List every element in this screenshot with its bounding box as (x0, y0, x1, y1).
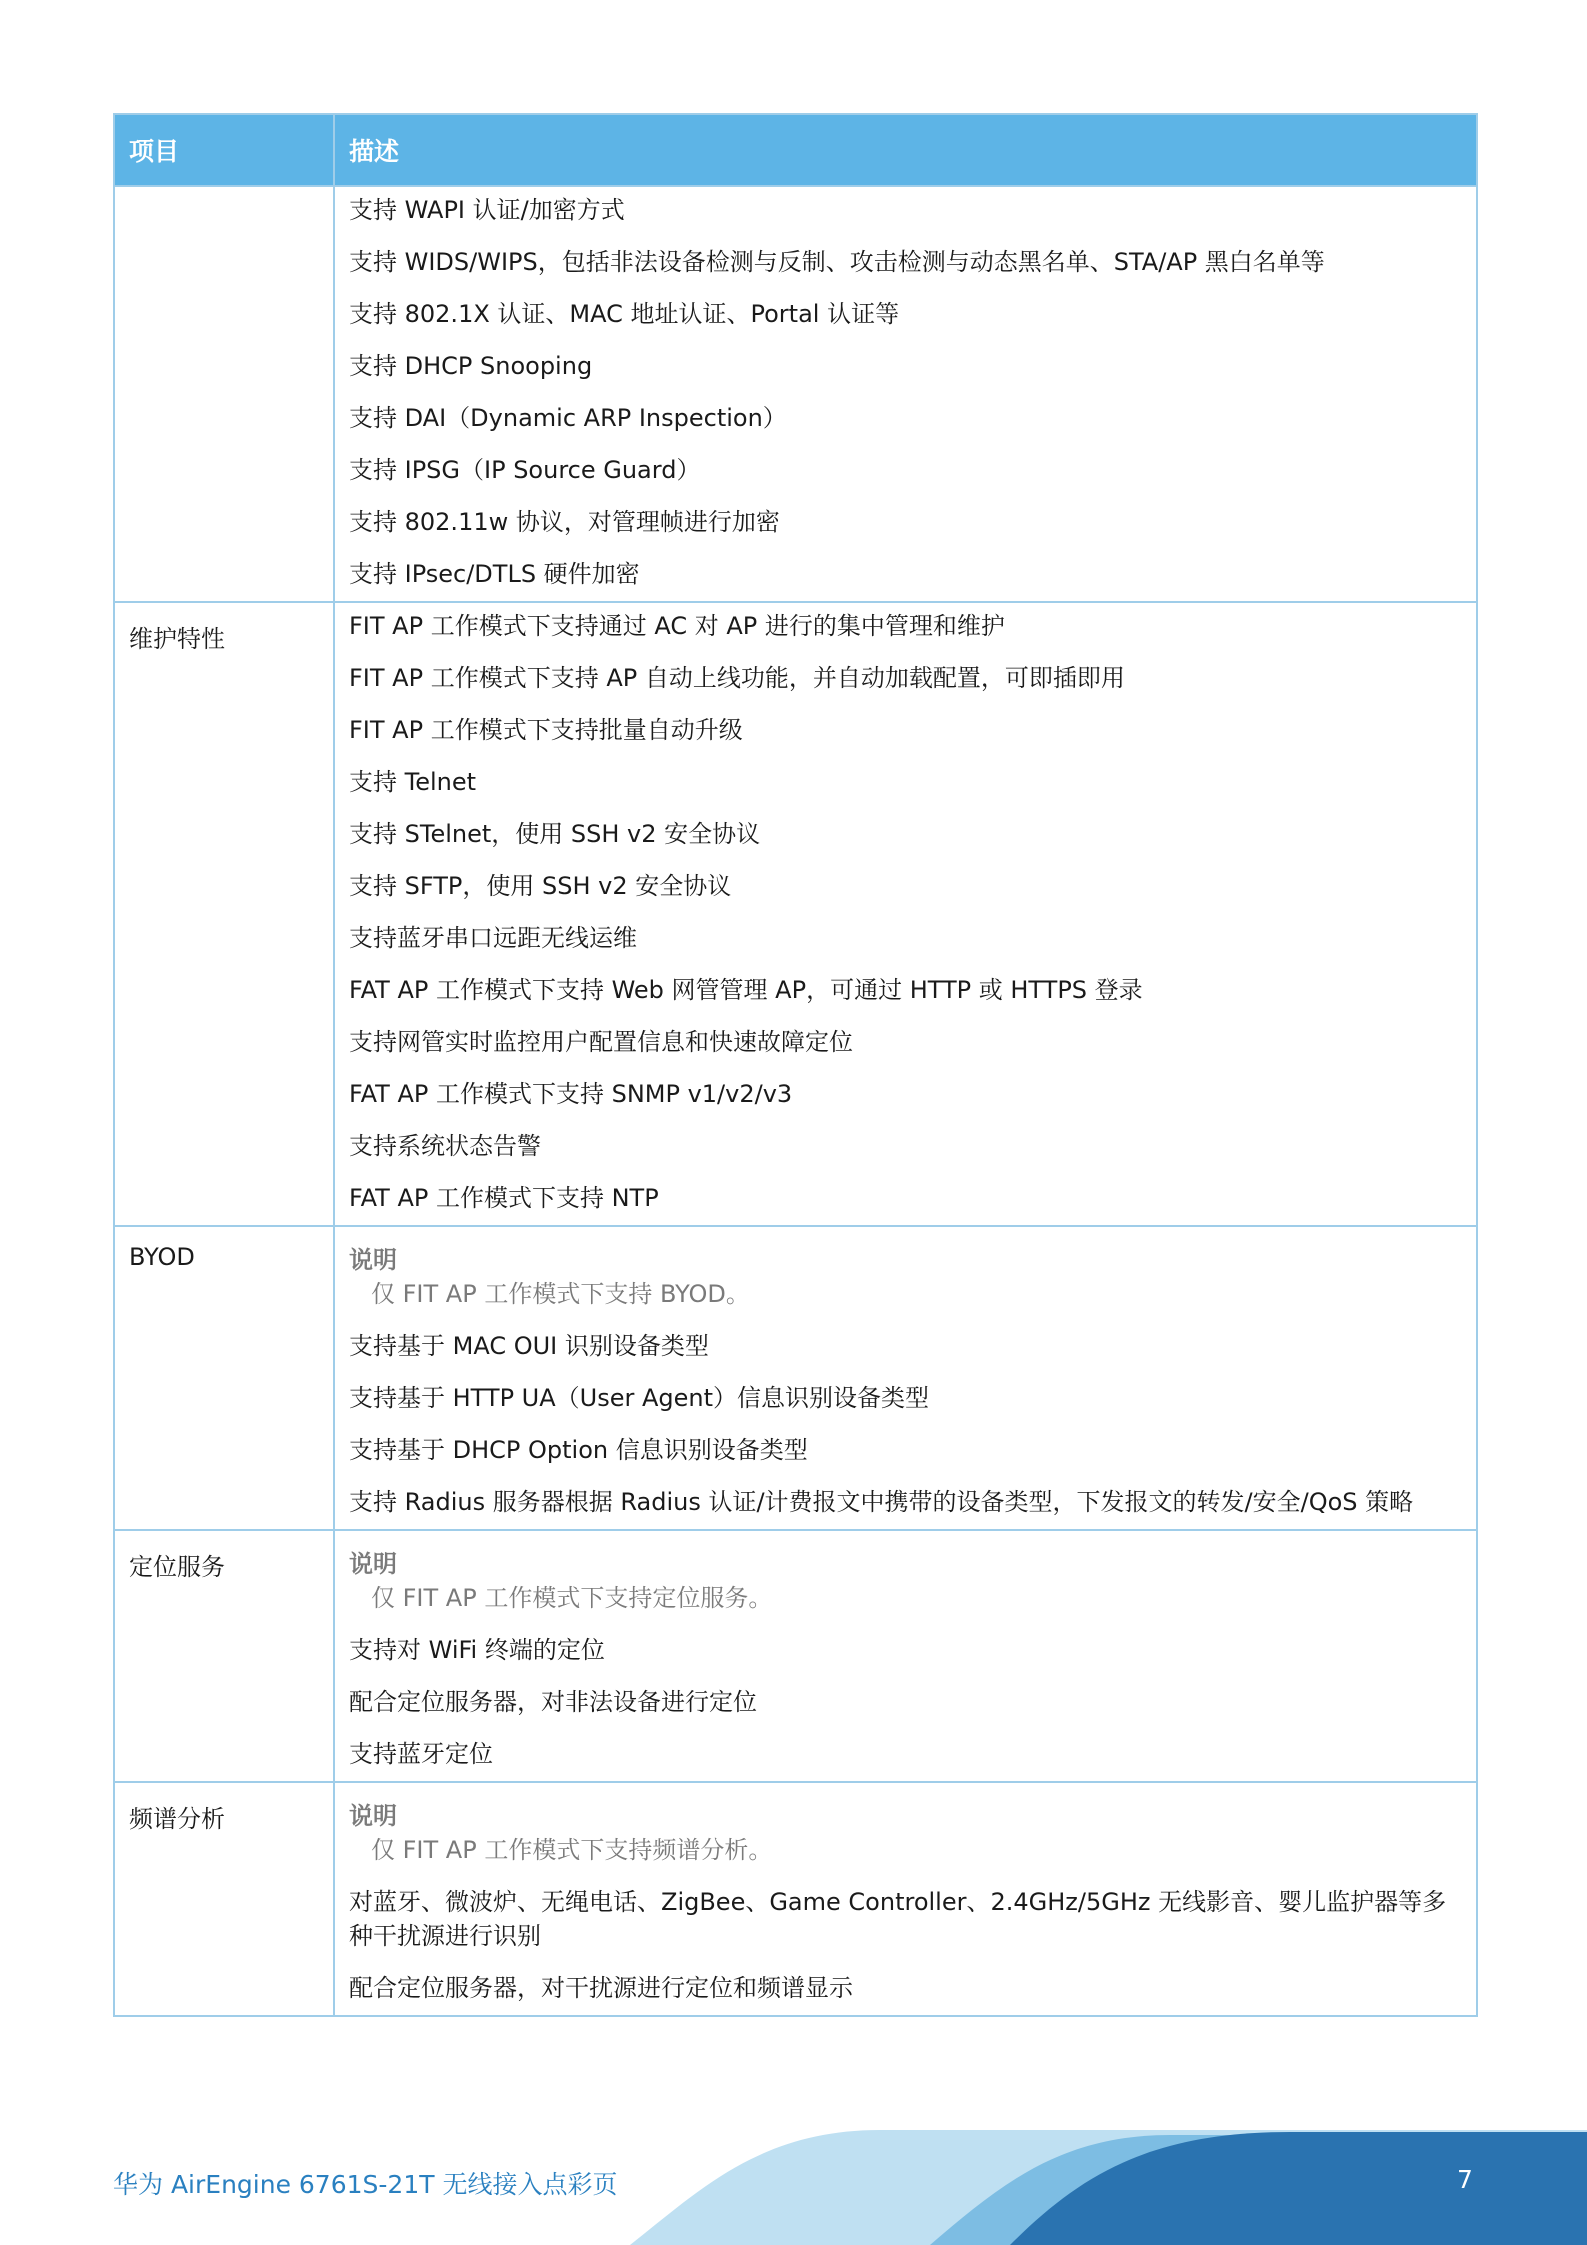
feature-line: 支持 802.11w 协议，对管理帧进行加密 (349, 508, 780, 536)
description-cell (334, 602, 1477, 1226)
feature-line: 支持 IPsec/DTLS 硬件加密 (349, 560, 640, 588)
feature-line: 支持 Radius 服务器根据 Radius 认证/计费报文中携带的设备类型，下发报文的转发/安全/QoS 策略 (349, 1488, 1414, 1516)
item-cell: 维护特性 (114, 602, 334, 1226)
feature-line: 配合定位服务器，对非法设备进行定位 (349, 1688, 757, 1716)
table-row (114, 1530, 1477, 1782)
feature-line: 支持 WIDS/WIPS，包括非法设备检测与反制、攻击检测与动态黑名单、STA/AP 黑白名单等 (349, 248, 1325, 276)
feature-line: 支持蓝牙串口远距无线运维 (349, 924, 637, 952)
note-title: 说明 (349, 1802, 397, 1830)
item-cell: BYOD (114, 1226, 334, 1530)
feature-line: 支持 Telnet (349, 768, 477, 796)
feature-line: 对蓝牙、微波炉、无绳电话、ZigBee、Game Controller、2.4GHz/5GHz 无线影音、婴儿监护器等多种干扰源进行识别 (349, 1888, 1447, 1950)
feature-line: FIT AP 工作模式下支持通过 AC 对 AP 进行的集中管理和维护 (349, 612, 1005, 640)
feature-line: FAT AP 工作模式下支持 NTP (349, 1184, 659, 1212)
note-title: 说明 (349, 1246, 397, 1274)
footer-document-title: 华为 AirEngine 6761S-21T 无线接入点彩页 (113, 2170, 618, 2199)
description-cell (334, 186, 1477, 602)
feature-line: FAT AP 工作模式下支持 SNMP v1/v2/v3 (349, 1080, 793, 1108)
feature-line: 配合定位服务器，对干扰源进行定位和频谱显示 (349, 1974, 853, 2002)
spec-table (113, 113, 1478, 2017)
feature-line: FIT AP 工作模式下支持批量自动升级 (349, 716, 743, 744)
table-row (114, 1226, 1477, 1530)
feature-line: 支持 WAPI 认证/加密方式 (349, 196, 625, 224)
feature-line: FAT AP 工作模式下支持 Web 网管管理 AP，可通过 HTTP 或 HTTPS 登录 (349, 976, 1143, 1004)
feature-line: 支持网管实时监控用户配置信息和快速故障定位 (349, 1028, 853, 1056)
feature-line: 支持对 WiFi 终端的定位 (349, 1636, 605, 1664)
description-cell (334, 1530, 1477, 1782)
note-text: 仅 FIT AP 工作模式下支持 BYOD。 (371, 1280, 750, 1308)
feature-line: FIT AP 工作模式下支持 AP 自动上线功能，并自动加载配置，可即插即用 (349, 664, 1125, 692)
table-body (114, 186, 1477, 2016)
description-cell (334, 1226, 1477, 1530)
feature-line: 支持 802.1X 认证、MAC 地址认证、Portal 认证等 (349, 300, 900, 328)
table-row (114, 186, 1477, 602)
feature-line: 支持 STelnet，使用 SSH v2 安全协议 (349, 820, 761, 848)
header-description: 描述 (334, 114, 1477, 186)
table-row (114, 1782, 1477, 2016)
item-cell: 频谱分析 (114, 1782, 334, 2016)
feature-line: 支持蓝牙定位 (349, 1740, 493, 1768)
feature-line: 支持基于 MAC OUI 识别设备类型 (349, 1332, 709, 1360)
note-text: 仅 FIT AP 工作模式下支持定位服务。 (371, 1584, 773, 1612)
item-cell (114, 186, 334, 602)
feature-line: 支持 DHCP Snooping (349, 352, 593, 380)
item-cell: 定位服务 (114, 1530, 334, 1782)
note-title: 说明 (349, 1550, 397, 1578)
feature-line: 支持基于 DHCP Option 信息识别设备类型 (349, 1436, 808, 1464)
note-text: 仅 FIT AP 工作模式下支持频谱分析。 (371, 1836, 773, 1864)
feature-line: 支持 SFTP，使用 SSH v2 安全协议 (349, 872, 732, 900)
feature-line: 支持系统状态告警 (349, 1132, 541, 1160)
header-item: 项目 (114, 114, 334, 186)
description-cell (334, 1782, 1477, 2016)
feature-line: 支持基于 HTTP UA（User Agent）信息识别设备类型 (349, 1384, 930, 1412)
feature-line: 支持 DAI（Dynamic ARP Inspection） (349, 404, 787, 432)
page-number: 7 (1457, 2165, 1473, 2194)
table-header-row (114, 114, 1477, 186)
table-row (114, 602, 1477, 1226)
feature-line: 支持 IPSG（IP Source Guard） (349, 456, 701, 484)
